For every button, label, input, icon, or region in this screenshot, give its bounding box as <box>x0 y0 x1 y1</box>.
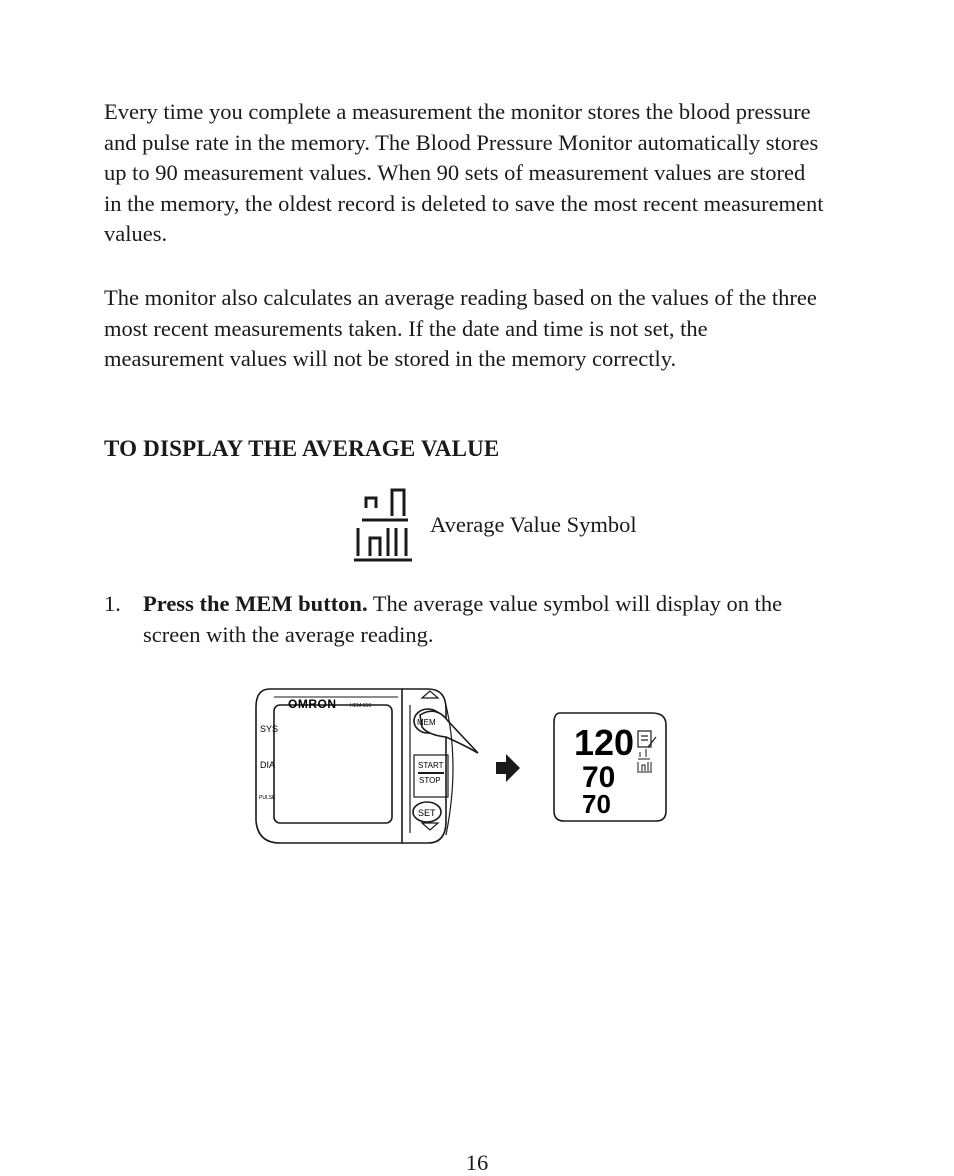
average-value-symbol-icon <box>352 486 414 564</box>
step-bold-text: Press the MEM button. <box>143 591 368 616</box>
pulse-label: PULSE <box>259 795 276 801</box>
down-arrow-icon <box>422 823 438 830</box>
pulse-reading: 70 <box>582 789 611 819</box>
device-brand: OMRON <box>288 697 337 711</box>
start-label: START <box>418 761 444 770</box>
sys-label: SYS <box>260 724 279 734</box>
memory-paragraph: Every time you complete a measurement the monitor stores the blood pressure and pulse rate in the memory. The Blood Pressure Monitor automatically stores up to 90 measurement values. When 90 sets of measurement values are stored in the memory, the oldest record is deleted to save the most recent measurement values. <box>104 99 824 247</box>
diastolic-reading: 70 <box>582 761 616 794</box>
mem-button-label: MEM <box>417 718 436 727</box>
lcd-display-illustration <box>552 711 668 823</box>
blood-pressure-monitor-illustration <box>250 685 485 853</box>
memory-icon <box>638 731 656 747</box>
stop-label: STOP <box>419 776 441 785</box>
step-body-text: The average value symbol will display on the screen with the average reading. <box>143 591 783 647</box>
set-label: SET <box>418 808 436 818</box>
average-value-small-icon <box>637 749 652 772</box>
step-number: 1. <box>104 591 121 616</box>
right-arrow-icon <box>494 752 522 784</box>
systolic-reading: 120 <box>574 722 635 763</box>
average-symbol-caption: Average Value Symbol <box>430 512 637 537</box>
dia-label: DIA <box>260 760 276 770</box>
average-paragraph: The monitor also calculates an average reading based on the values of the three most recent measurements taken. If the date and time is not set, the measurement values will not be stored in the memory correctly. <box>104 285 817 372</box>
page-number: 16 <box>465 1150 489 1175</box>
step-instruction <box>143 589 823 650</box>
device-model: HEM-650 <box>350 703 372 709</box>
section-heading: TO DISPLAY THE AVERAGE VALUE <box>104 436 500 461</box>
up-arrow-icon <box>422 691 438 698</box>
